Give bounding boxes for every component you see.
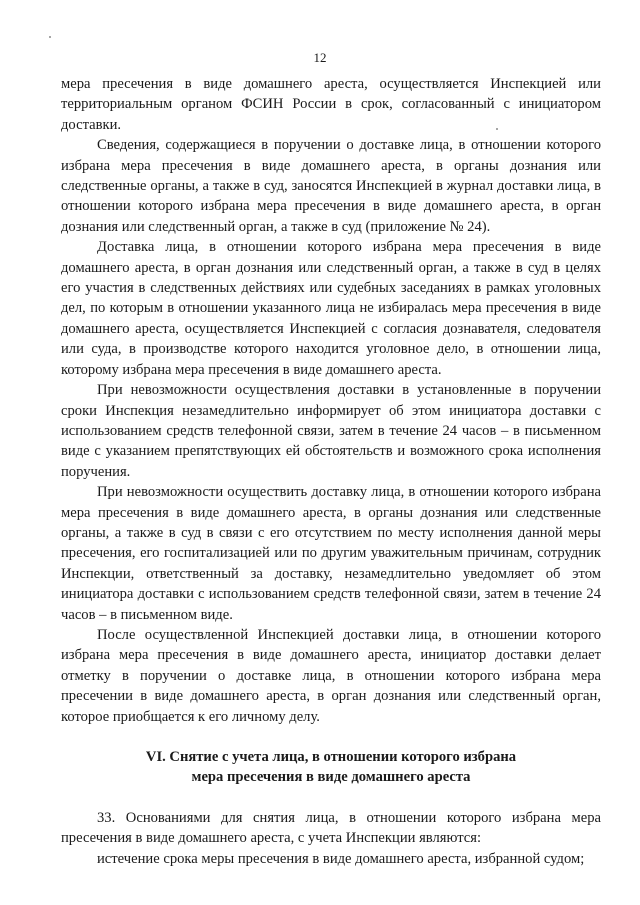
- paragraph: При невозможности осуществить доставку лица, в отношении которого избрана мера пресечения в виде домашнего ареста, в органы дознания или следственные органы, а также в суд в связи с его отсутствием по месту исполнения данной меры пресечения, его госпитализацией или по другим уважительным причинам, сотрудник Инспекции, ответственный за доставку, незамедлительно уведомляет об этом инициатора доставки с использованием средств телефонной связи, затем в течение 24 часов – в письменном виде.: [61, 484, 601, 623]
- spacer: [61, 788, 601, 808]
- page-number: 12: [313, 50, 327, 65]
- paragraph: После осуществленной Инспекцией доставки лица, в отношении которого избрана мера пресечения в виде домашнего ареста, инициатор доставки делает отметку в поручении о доставке лица, в отношении которого избрана мера пресечении в виде домашнего ареста, в орган дознания или следственный орган, которое приобщается к его личному делу.: [61, 626, 601, 725]
- section-heading-line: VI. Снятие с учета лица, в отношении которого избрана: [145, 749, 517, 765]
- section-heading: [61, 747, 601, 788]
- scan-speck: [49, 36, 51, 38]
- section-heading-line: мера пресечения в виде домашнего ареста: [191, 769, 471, 786]
- paragraph: Доставка лица, в отношении которого избрана мера пресечения в виде домашнего ареста, в орган дознания или следственный орган, а также в суд в целях его участия в следственных действиях или судебных заседаниях в рамках уголовных дел, по которым в отношении указанного лица не избиралась мера пресечения в виде домашнего ареста, осуществляется Инспекцией с согласия дознавателя, следователя или суда, в производстве которого находится уголовное дело, в отношении лица, которому избрана мера пресечения в виде домашнего ареста.: [61, 239, 601, 378]
- paragraph: При невозможности осуществления доставки в установленные в поручении сроки Инспекция незамедлительно информирует об этом инициатора доставки с использованием средств телефонной связи, затем в течение 24 часов – в письменном виде с указанием препятствующих ей обстоятельств и возможного срока исполнения поручения.: [61, 382, 601, 480]
- paragraph-continuation: мера пресечения в виде домашнего ареста, осуществляется Инспекцией или территориальным органом ФСИН России в срок, согласованный с инициатором доставки.: [61, 76, 601, 133]
- scan-speck: [496, 128, 498, 130]
- paragraph-list-item: истечение срока меры пресечения в виде домашнего ареста, избранной судом;: [97, 850, 585, 867]
- document-body: [61, 74, 601, 869]
- spacer: [61, 727, 601, 747]
- paragraph-clause-33: 33. Основаниями для снятия лица, в отношении которого избрана мера пресечения в виде домашнего ареста, с учета Инспекции являются:: [61, 809, 601, 847]
- paragraph: Сведения, содержащиеся в поручении о доставке лица, в отношении которого избрана мера пресечения в виде домашнего ареста, в органы дознания или следственные органы, а также в суд, заносятся Инспекцией в журнал доставки лица, в отношении которого избрана мера пресечения в виде домашнего ареста, в орган дознания или следственный орган, а также в суд (приложение № 24).: [61, 137, 601, 235]
